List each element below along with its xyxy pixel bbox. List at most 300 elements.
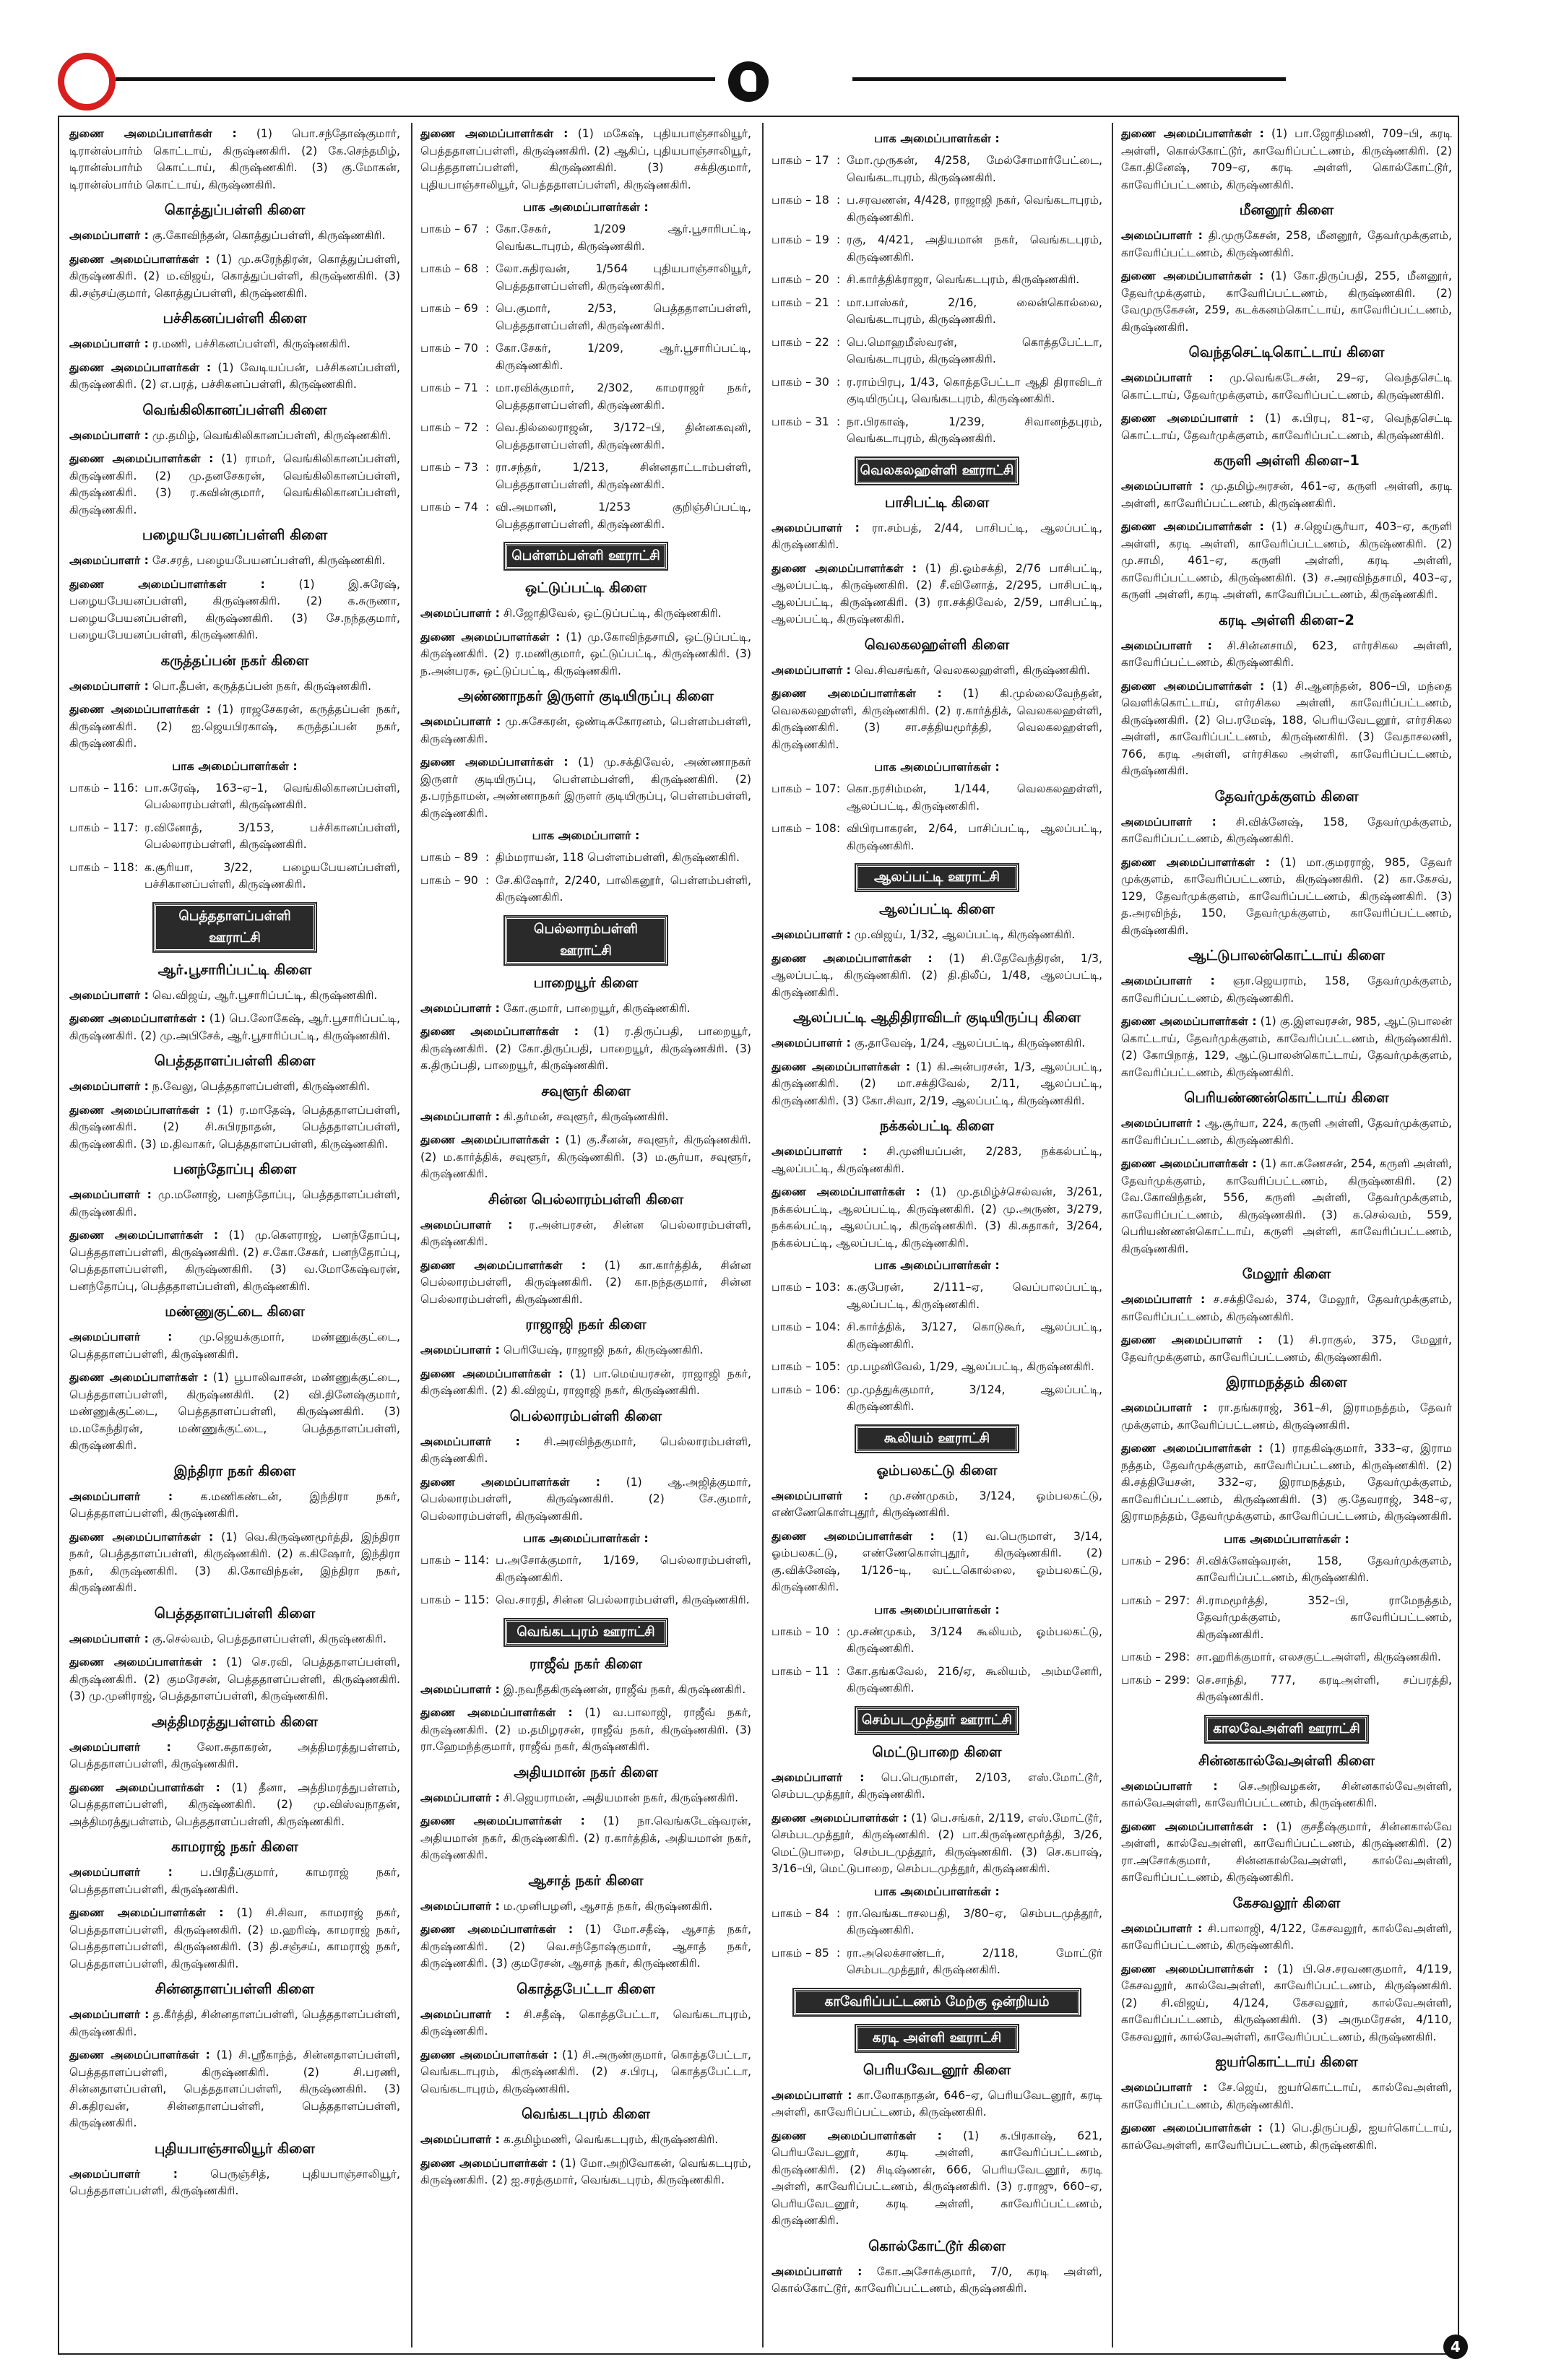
member-entry — [69, 1011, 400, 1044]
role-label: துணை அமைப்பாளர்கள் : — [69, 1012, 206, 1025]
booth-row — [69, 820, 400, 854]
booth-member: வி.அமானி, 1/253 குறிஞ்சிப்பட்டி, பெத்ததாளப்பள்ளி, கிருஷ்ணகிரி. — [496, 501, 751, 531]
branch-heading: ஒட்டுப்பட்டி கிளை — [524, 579, 647, 596]
colon-separator: : — [485, 342, 490, 355]
booth-member: கோ.சேகர், 1/209, ஆர்.பூசாரிப்பட்டி, கிருஷ்ணகிரி. — [496, 342, 751, 372]
booth-row — [772, 1905, 1102, 1939]
booth-number: பாகம் – 90 — [420, 873, 478, 887]
page-header — [43, 40, 1242, 119]
booth-member: ப.சரவணன், 4/428, ராஜாஜி நகர், வெங்கடாபுரம், கிருஷ்ணகிரி. — [847, 194, 1102, 224]
colon-separator: : — [485, 381, 490, 394]
role-label: அமைப்பாளர் : — [1121, 229, 1203, 242]
member-entry — [420, 1217, 751, 1251]
branch-heading: மீனனூர் கிளை — [1239, 202, 1334, 218]
colon-separator: : — [837, 1281, 841, 1294]
panchayat-banner: காலவேஅள்ளி ஊராட்சி — [1206, 1716, 1367, 1742]
member-entry — [772, 685, 1102, 753]
booth-number: பாகம் – 296 — [1121, 1554, 1186, 1567]
booth-member: பெ.மொஹமீஸ்வரன், கொத்தபேட்டா, வெங்கடாபுரம், கிருஷ்ணகிரி. — [847, 335, 1102, 365]
member-entry — [69, 576, 400, 644]
member-names: த.கீர்த்தி, சின்னதாளப்பள்ளி, பெத்ததாளப்பள்ளி, கிருஷ்ணகிரி. — [69, 2008, 400, 2038]
member-entry — [69, 1187, 400, 1221]
member-entry — [420, 1109, 751, 1126]
branch-heading: ஓம்பலகட்டு கிளை — [876, 1461, 998, 1479]
member-entry — [69, 1864, 400, 1898]
member-entry — [69, 1369, 400, 1455]
page-number: 4 — [1443, 2334, 1468, 2359]
member-names: ர.மணி, பச்சிகனப்பள்ளி, கிருஷ்ணகிரி. — [152, 337, 350, 350]
member-entry — [69, 251, 400, 303]
booth-number: பாகம் – 298 — [1121, 1650, 1186, 1663]
role-label: துணை அமைப்பாளர்கள் : — [420, 127, 569, 140]
branch-heading: ஆர்.பூசாரிப்பட்டி கிளை — [157, 961, 312, 978]
branch-heading: பெரியண்ணன்கொட்டாய் கிளை — [1184, 1089, 1389, 1106]
member-names: கு.செல்வம், பெத்ததாளப்பள்ளி, கிருஷ்ணகிரி. — [152, 1632, 387, 1645]
branch-heading: ஆலப்பட்டி கிளை — [879, 901, 995, 917]
role-label: துணை அமைப்பாளர்கள் : — [772, 951, 933, 965]
member-names: கு.கோவிந்தன், கொத்துப்பள்ளி, கிருஷ்ணகிரி. — [152, 229, 386, 242]
booth-number: பாகம் – 10 — [772, 1624, 829, 1638]
member-entry — [420, 1921, 751, 1973]
role-label: துணை அமைப்பாளர்கள் : — [1121, 855, 1270, 869]
role-label: துணை அமைப்பாளர்கள் : — [69, 703, 211, 716]
booth-row — [772, 152, 1102, 186]
member-entry — [420, 714, 751, 748]
branch-heading: கரடி அள்ளி கிளை–2 — [1219, 611, 1354, 628]
member-names: கு.தாவேஷ், 1/24, ஆலப்பட்டி, கிருஷ்ணகிரி. — [854, 1037, 1086, 1050]
member-names: ம.முனிபழனி, ஆசாத் நகர், கிருஷ்ணகிரி. — [503, 1899, 713, 1913]
role-label: துணை அமைப்பாளர் : — [1121, 1333, 1263, 1346]
booth-row — [772, 781, 1102, 815]
role-label: துணை அமைப்பாளர்கள் : — [420, 756, 569, 769]
role-label: அமைப்பாளர் : — [772, 2088, 852, 2102]
role-label: துணை அமைப்பாளர்கள் : — [420, 1923, 574, 1936]
colon-separator: : — [837, 194, 841, 207]
booth-row — [420, 340, 751, 374]
role-label: அமைப்பாளர் : — [1121, 2081, 1208, 2094]
booth-number: பாகம் – 17 — [772, 154, 829, 167]
role-label: அமைப்பாளர் : — [69, 2008, 150, 2021]
branch-heading: சின்னகால்வேஅள்ளி கிளை — [1198, 1752, 1375, 1769]
member-names: சி.முனியப்பன், 2/283, நக்கல்பட்டி, ஆலப்பட்டி, கிருஷ்ணகிரி. — [772, 1145, 1102, 1175]
member-entry — [1121, 1778, 1452, 1812]
booth-row — [420, 459, 751, 493]
role-label: துணை அமைப்பாளர்கள் : — [420, 2048, 558, 2061]
role-label: அமைப்பாளர் : — [420, 607, 500, 620]
panchayat-banner: ஆலப்பட்டி ஊராட்சி — [856, 865, 1018, 891]
member-names: சி.சதீஷ், கொத்தபேட்டா, வெங்கடாபுரம், கிருஷ்ணகிரி. — [420, 2007, 751, 2038]
member-entry — [1121, 678, 1452, 780]
branch-heading: ஆசாத் நகர் கிளை — [528, 1871, 644, 1889]
colon-separator: : — [485, 461, 490, 474]
member-names: (1) ர.மாதேஷ், பெத்ததாளப்பள்ளி, கிருஷ்ணகிரி. (2) சி.சுபிரநாதன், பெத்ததாளப்பள்ளி, கிருஷ்ணகிரி. (3) ம.திவாகர், பெத்ததாளப்பள்ளி, கிருஷ்ணகிரி. — [69, 1103, 400, 1151]
member-names: தி.முருகேசன், 258, மீனனூர், தேவர்முக்குளம், காவேரிப்பட்டணம், கிருஷ்ணகிரி. — [1121, 229, 1452, 259]
booth-row — [1121, 1593, 1452, 1644]
role-label: அமைப்பாளர் : — [420, 2007, 510, 2021]
booth-number: பாகம் – 299 — [1121, 1673, 1186, 1687]
member-entry — [772, 1059, 1102, 1110]
booth-member: சி.ராமமூர்த்தி, 352–பி, ராமேநத்தம், தேவர்முக்குளம், காவேரிப்பட்டணம், கிருஷ்ணகிரி. — [1196, 1593, 1452, 1641]
colon-separator: : — [1186, 1593, 1190, 1607]
role-label: அமைப்பாளர் : — [420, 1791, 500, 1804]
member-entry — [772, 2264, 1102, 2298]
booth-member: சே.கிஷோர், 2/240, பாலிகனூர், பெள்ளம்பள்ளி, கிருஷ்ணகிரி. — [496, 873, 751, 904]
member-names: க.மணிகண்டன், இந்திரா நகர், பெத்ததாளப்பள்ளி, கிருஷ்ணகிரி. — [69, 1489, 400, 1520]
role-label: துணை அமைப்பாளர்கள் : — [69, 452, 214, 465]
booth-number: பாகம் – 30 — [772, 375, 829, 389]
role-label: துணை அமைப்பாளர்கள் : — [1121, 2121, 1263, 2134]
member-entry — [69, 2007, 400, 2041]
booth-row — [772, 272, 1102, 289]
member-names: இ.நவநீதகிருஷ்ணன், ராஜீவ் நகர், கிருஷ்ணகிரி. — [503, 1682, 746, 1696]
booth-row — [420, 849, 751, 867]
colon-separator: : — [485, 851, 490, 864]
role-label: அமைப்பாளர் : — [772, 928, 851, 941]
member-names: மு.சுசேகரன், ஒண்டிசுகோரனம், பெள்ளம்பள்ளி, கிருஷ்ணகிரி. — [420, 715, 751, 745]
booth-heading: பாக அமைப்பாளர்கள் : — [874, 1258, 1000, 1272]
booth-row — [772, 295, 1102, 329]
booth-number: பாகம் – 21 — [772, 295, 829, 309]
panchayat-banner: பெள்ளம்பள்ளி ஊராட்சி — [505, 543, 667, 569]
booth-member: ரா.சந்தர், 1/213, சின்னதாட்டாம்பள்ளி, பெத்ததாளப்பள்ளி, கிருஷ்ணகிரி. — [496, 461, 751, 491]
colon-separator: : — [837, 782, 841, 795]
member-names: ப.பிரதீப்குமார், காமராஜ் நகர், பெத்ததாளப்பள்ளி, கிருஷ்ணகிரி. — [69, 1866, 400, 1896]
booth-member: பா.சுரேஷ், 163–ஏ–1, வெங்கிலிகானப்பள்ளி, பெல்லாரம்பள்ளி, கிருஷ்ணகிரி. — [144, 781, 400, 811]
member-entry — [420, 2155, 751, 2189]
branch-heading: அதியமான் நகர் கிளை — [514, 1763, 658, 1780]
member-names: சி.ஜோதிவேல், ஒட்டுப்பட்டி, கிருஷ்ணகிரி. — [503, 607, 722, 620]
role-label: துணை அமைப்பாளர்கள் : — [420, 1367, 563, 1380]
booth-member: ரா.அலெக்சாண்டர், 2/118, மோட்டூர் செம்படமுத்தூர், கிருஷ்ணகிரி. — [847, 1946, 1102, 1976]
booth-number: பாகம் – 297 — [1121, 1593, 1186, 1607]
booth-row — [420, 380, 751, 414]
booth-number: பாகம் – 103 — [772, 1281, 837, 1294]
member-names: செ.அறிவழகன், சின்னகால்வேஅள்ளி, கால்வேஅள்ளி, காவேரிப்பட்டணம், கிருஷ்ணகிரி. — [1121, 1779, 1452, 1809]
member-entry — [1121, 228, 1452, 261]
booth-row — [420, 420, 751, 454]
branch-heading: கேசவலூர் கிளை — [1232, 1894, 1341, 1911]
header-rule-left — [116, 77, 715, 81]
role-label: அமைப்பாளர் : — [420, 715, 501, 728]
member-names: (1) சி.சிவா, காமராஜ் நகர், பெத்ததாளப்பள்ளி, கிருஷ்ணகிரி. (2) ம.ஹரிஷ், காமராஜ் நகர், பெத்ததாளப்பள்ளி, கிருஷ்ணகிரி. (3) தி.சஞ்சய், காமராஜ் நகர், பெத்ததாளப்பள்ளி, கிருஷ்ணகிரி. — [69, 1906, 400, 1970]
colon-separator: : — [837, 335, 841, 349]
member-entry — [420, 1705, 751, 1756]
role-label: துணை அமைப்பாளர்கள் : — [420, 1258, 587, 1272]
booth-heading: பாக அமைப்பாளர்கள் : — [874, 760, 1000, 774]
member-entry — [420, 1790, 751, 1807]
booth-number: பாகம் – 84 — [772, 1906, 829, 1920]
member-entry — [69, 428, 400, 445]
member-entry — [772, 520, 1102, 554]
column-divider — [411, 123, 412, 2347]
colon-separator: : — [485, 873, 490, 887]
role-label: துணை அமைப்பாளர்கள் : — [69, 577, 265, 591]
member-entry — [69, 1329, 400, 1363]
role-label: துணை அமைப்பாளர்கள் : — [1121, 1442, 1263, 1455]
booth-member: ரா.வெங்கடாசலபதி, 3/80–ஏ, செம்படமுத்தூர், கிருஷ்ணகிரி. — [847, 1906, 1102, 1937]
role-label: அமைப்பாளர் : — [69, 554, 149, 567]
role-label: துணை அமைப்பாளர்கள் : — [772, 561, 917, 575]
member-names: (1) நா.வெங்கடேஷ்வரன், அதியமான் நகர், கிருஷ்ணகிரி. (2) ர.கார்த்திக், அதியமான் நகர், கிருஷ்ணகிரி. — [420, 1814, 751, 1861]
member-names: ரா.சம்பத், 2/44, பாசிபட்டி, ஆலப்பட்டி, கிருஷ்ணகிரி. — [772, 521, 1102, 551]
column-4 — [1121, 126, 1452, 2343]
colon-separator: : — [837, 1360, 841, 1373]
content-frame — [58, 116, 1459, 2355]
booth-row — [772, 821, 1102, 854]
branch-heading: சின்ன பெல்லாரம்பள்ளி கிளை — [488, 1190, 684, 1208]
booth-row — [420, 1552, 751, 1586]
booth-number: பாகம் – 22 — [772, 335, 829, 349]
role-label: துணை அமைப்பாளர்கள் : — [772, 2129, 942, 2142]
booth-heading: பாக அமைப்பாளர்கள் : — [523, 200, 649, 214]
booth-member: ர.வினோத், 3/153, பச்சிகானப்பள்ளி, பெல்லாரம்பள்ளி, கிருஷ்ணகிரி. — [144, 821, 400, 851]
member-entry — [1121, 126, 1452, 194]
party-logo-icon — [728, 61, 769, 102]
panchayat-banner: பெத்ததாளப்பள்ளி ஊராட்சி — [154, 904, 316, 951]
branch-heading: இந்திரா நகர் கிளை — [173, 1462, 296, 1479]
role-label: அமைப்பாளர் : — [772, 1145, 868, 1158]
booth-number: பாகம் – 11 — [772, 1664, 829, 1678]
branch-heading: பெத்ததாளப்பள்ளி கிளை — [154, 1604, 316, 1622]
member-names: (1) ராஜசேகரன், கருத்தப்பன் நகர், கிருஷ்ணகிரி. (2) ஐ.ஜெயபிரகாஷ், கருத்தப்பன் நகர், கிருஷ்ணகிரி. — [69, 703, 400, 750]
booth-member: மு.பழனிவேல், 1/29, ஆலப்பட்டி, கிருஷ்ணகிரி. — [847, 1360, 1094, 1373]
member-entry — [1121, 1115, 1452, 1149]
member-names: மு.தமிழ்அரசன், 461–ஏ, கருளி அள்ளி, கரடி அள்ளி, காவேரிப்பட்டணம், கிருஷ்ணகிரி. — [1121, 480, 1452, 510]
member-entry — [69, 701, 400, 753]
member-entry — [772, 662, 1102, 680]
member-entry — [772, 1143, 1102, 1177]
member-names: வெ.சிவசங்கர், வெலகலஹள்ளி, கிருஷ்ணகிரி. — [854, 663, 1091, 677]
member-names: (1) தி.ஓம்சக்தி, 2/76 பாசிபட்டி, ஆலப்பட்டி, கிருஷ்ணகிரி. (2) சீ.வினோத், 2/295, பாசிபட்டி, ஆலப்பட்டி, கிருஷ்ணகிரி. (3) ரா.சக்திவேல், 2/59, பாசிபட்டி, ஆலப்பட்டி, கிருஷ்ணகிரி. — [772, 561, 1102, 626]
member-names: (1) ராதகிஷ்குமார், 333–ஏ, இராம நத்தம், தேவர்முக்குளம், காவேரிப்பட்டணம், கிருஷ்ணகிரி. (2) கி.சத்தியேசன், 332–ஏ, இராமநத்தம், தேவர்முக்குளம், காவேரிப்பட்டணம், கிருஷ்ணகிரி. (3) கு.தேவராஜ், 348–ஏ, இராமநத்தம், தேவர்முக்குளம், காவேரிப்பட்டணம், கிருஷ்ணகிரி. — [1121, 1442, 1452, 1523]
member-names: பெருஞ்சித், புதியபாஞ்சாலியூர், பெத்ததாளப்பள்ளி, கிருஷ்ணகிரி. — [69, 2167, 400, 2197]
colon-separator: : — [134, 821, 139, 834]
branch-heading: மண்ணுகுட்டை கிளை — [165, 1303, 305, 1320]
role-label: அமைப்பாளர் : — [69, 1740, 171, 1754]
booth-row — [420, 1592, 751, 1609]
role-label: துணை அமைப்பாளர்கள் : — [772, 1185, 920, 1198]
colon-separator: : — [485, 222, 490, 235]
booth-row — [420, 873, 751, 906]
colon-separator: : — [837, 273, 841, 286]
booth-row — [772, 414, 1102, 448]
column-1 — [69, 126, 400, 2343]
member-entry — [420, 1434, 751, 1468]
member-names: மு.தமிழ், வெங்கிலிகானப்பள்ளி, கிருஷ்ணகிரி. — [152, 428, 392, 442]
branch-heading: கொல்கோட்டூர் கிளை — [868, 2237, 1006, 2254]
branch-heading: காமராஜ் நகர் கிளை — [171, 1838, 298, 1855]
member-names: (1) மு.தமிழ்ச்செல்வன், 3/261, நக்கல்பட்டி, ஆலப்பட்டி, கிருஷ்ணகிரி. (2) மு.அருண், 3/279, நக்கல்பட்டி, ஆலப்பட்டி, கிருஷ்ணகிரி. (3) கி.சுதாகர், 3/264, நக்கல்பட்டி, ஆலப்பட்டி, கிருஷ்ணகிரி. — [772, 1185, 1102, 1250]
booth-number: பாகம் – 117 — [69, 821, 134, 834]
member-names: சே.சரத், பழையபேயனப்பள்ளி, கிருஷ்ணகிரி. — [152, 554, 386, 567]
member-names: (1) பி.செ.சரவணகுமார், 4/119, கேசவலூர், கால்வேஅள்ளி, காவேரிப்பட்டணம், கிருஷ்ணகிரி. (2) சி.விஜய், 4/124, கேசவலூர், கால்வேஅள்ளி, காவேரிப்பட்டணம், கிருஷ்ணகிரி. (3) அருமரேசன், 4/110, கேசவலூர், கால்வேஅள்ளி, காவேரிப்பட்டணம், கிருஷ்ணகிரி. — [1121, 1962, 1452, 2043]
booth-row — [772, 232, 1102, 266]
booth-number: பாகம் – 73 — [420, 461, 478, 474]
role-label: துணை அமைப்பாளர்கள் : — [1121, 1819, 1268, 1833]
column-divider — [762, 123, 764, 2347]
booth-member: மா.ரவிக்குமார், 2/302, காமராஜர் நகர், பெத்ததாளப்பள்ளி, கிருஷ்ணகிரி. — [496, 381, 751, 412]
panchayat-banner: கரடி அள்ளி ஊராட்சி — [856, 2025, 1018, 2051]
branch-heading: ராஜீவ் நகர் கிளை — [530, 1655, 642, 1672]
colon-separator: : — [837, 415, 841, 428]
booth-number: பாகம் – 69 — [420, 302, 478, 315]
panchayat-banner: செம்படமுத்தூர் ஊராட்சி — [856, 1708, 1018, 1734]
booth-row — [772, 1319, 1102, 1353]
branch-heading: வெந்தசெட்டிகொட்டாய் கிளை — [1188, 344, 1385, 360]
member-names: (1) சி.அருண்குமார், கொத்தபேட்டா, வெங்கடாபுரம், கிருஷ்ணகிரி. (2) ச.பிரபு, கொத்தபேட்டா, வெங்கடாபுரம், கிருஷ்ணகிரி. — [420, 2048, 751, 2095]
member-entry — [1121, 268, 1452, 336]
member-entry — [1121, 814, 1452, 848]
panchayat-banner: வெலகலஹள்ளி ஊராட்சி — [856, 458, 1018, 484]
member-names: கோ.குமார், பாறையூர், கிருஷ்ணகிரி. — [503, 1001, 691, 1015]
role-label: துணை அமைப்பாளர்கள் : — [69, 127, 237, 140]
member-entry — [772, 2087, 1102, 2121]
member-entry — [420, 1898, 751, 1916]
branch-heading: பாறையூர் கிளை — [533, 974, 639, 991]
member-names: (1) மோ.அறிவோகன், வெங்கடபுரம், கிருஷ்ணகிரி. (2) ஐ.சரத்குமார், வெங்கடபுரம், கிருஷ்ணகிரி. — [420, 2156, 751, 2186]
role-label: துணை அமைப்பாளர்கள் : — [1121, 269, 1264, 282]
role-label: அமைப்பாளர் : — [69, 988, 149, 1002]
booth-number: பாகம் – 74 — [420, 501, 478, 514]
role-label: அமைப்பாளர் : — [69, 1866, 173, 1879]
role-label: அமைப்பாளர் : — [1121, 1921, 1203, 1935]
member-names: சி.ஜெயராமன், அதியமான் நகர், கிருஷ்ணகிரி. — [503, 1791, 739, 1804]
member-entry — [420, 754, 751, 822]
booth-member: ப.அசோக்குமார், 1/169, பெல்லாரம்பள்ளி, கிருஷ்ணகிரி. — [496, 1554, 751, 1584]
member-entry — [69, 1631, 400, 1648]
member-names: (1) ச.ஜெய்சூர்யா, 403–ஏ, கருளி அள்ளி, கரடி அள்ளி, காவேரிப்பட்டணம், கிருஷ்ணகிரி. (2) மு.சாமி, 461–ஏ, கருளி அள்ளி, கரடி அள்ளி, காவேரிப்பட்டணம், கிருஷ்ணகிரி. (3) ச.அரவிந்தசாமி, 403–ஏ, கருளி அள்ளி, கரடி அள்ளி, காவேரிப்பட்டணம், கிருஷ்ணகிரி. — [1121, 520, 1452, 601]
member-names: (1) சி.ராகுல், 375, மேலூர், தேவர்முக்குளம், காவேரிப்பட்டணம், கிருஷ்ணகிரி. — [1121, 1333, 1452, 1364]
booth-row — [420, 300, 751, 334]
branch-heading: வெங்கடபுரம் கிளை — [521, 2106, 650, 2122]
booth-member: சா.ஹரிக்குமார், எலசகுட்டஅள்ளி, கிருஷ்ணகிரி. — [1196, 1650, 1441, 1663]
member-entry — [420, 1258, 751, 1309]
booth-number: பாகம் – 118 — [69, 860, 134, 874]
branch-heading: ஆலப்பட்டி ஆதிதிராவிடர் குடியிருப்பு கிளை — [793, 1009, 1081, 1026]
member-names: (1) மு.சுரேந்திரன், கொத்துப்பள்ளி, கிருஷ்ணகிரி. (2) ம.விஜய், கொத்துப்பள்ளி, கிருஷ்ணகிரி. (3) கி.சஞ்சய்குமார், கொத்துப்பள்ளி, கிருஷ்ணகிரி. — [69, 252, 400, 300]
booth-row — [772, 334, 1102, 368]
colon-separator: : — [837, 375, 841, 389]
role-label: துணை அமைப்பாளர்கள் : — [420, 2156, 557, 2170]
member-entry — [1121, 1400, 1452, 1434]
role-label: துணை அமைப்பாளர்கள் : — [420, 1133, 560, 1146]
booth-row — [420, 261, 751, 295]
booth-row — [772, 1359, 1102, 1376]
role-label: துணை அமைப்பாளர்கள் : — [69, 2048, 210, 2061]
member-entry — [420, 2007, 751, 2041]
branch-heading: சவுளூர் கிளை — [541, 1082, 631, 1099]
member-entry — [69, 126, 400, 194]
member-names: (1) ர.திருப்பதி, பாறையூர், கிருஷ்ணகிரி. (2) கோ.திருப்பதி, பாறையூர், கிருஷ்ணகிரி. (3) க.திருப்பதி, பாறையூர், கிருஷ்ணகிரி. — [420, 1025, 751, 1072]
role-label: துணை அமைப்பாளர்கள் : — [69, 1103, 211, 1117]
branch-heading: பழையபேயனப்பள்ளி கிளை — [142, 527, 328, 543]
booth-row — [772, 1945, 1102, 1979]
colon-separator: : — [134, 781, 139, 795]
role-label: துணை அமைப்பாளர்கள் : — [1121, 1157, 1257, 1170]
panchayat-banner: பெல்லாரம்பள்ளி ஊராட்சி — [505, 917, 667, 964]
booth-row — [420, 221, 751, 255]
member-entry — [1121, 973, 1452, 1007]
role-label: அமைப்பாளர் : — [1121, 974, 1215, 987]
branch-heading: அண்ணாநகர் இருளர் குடியிருப்பு கிளை — [458, 688, 714, 704]
member-names: (1) வ.பாலாஜி, ராஜீவ் நகர், கிருஷ்ணகிரி. (2) ம.தமிழரசன், ராஜீவ் நகர், கிருஷ்ணகிரி. (3) ரா.ஹேமந்த்குமார், ராஜீவ் நகர், கிருஷ்ணகிரி. — [420, 1706, 751, 1753]
branch-heading: அத்திமரத்துபள்ளம் கிளை — [152, 1713, 318, 1730]
member-names: (1) வேடியப்பன், பச்சிகனப்பள்ளி, கிருஷ்ணகிரி. (2) எ.பரத், பச்சிகனப்பள்ளி, கிருஷ்ணகிரி. — [69, 360, 400, 391]
role-label: துணை அமைப்பாளர்கள் : — [1121, 1015, 1257, 1028]
booth-member: மு.முத்துக்குமார், 3/124, ஆலப்பட்டி, கிருஷ்ணகிரி. — [847, 1382, 1102, 1413]
role-label: அமைப்பாளர் : — [772, 1037, 851, 1050]
colon-separator: : — [837, 1664, 841, 1678]
role-label: துணை அமைப்பாளர்கள் : — [69, 252, 210, 266]
colon-separator: : — [837, 1382, 841, 1396]
header-rule-right — [852, 77, 1286, 81]
member-names: (1) கு.இளவரசன், 985, ஆட்டுபாலன் கொட்டாய், தேவர்முக்குளம், காவேரிப்பட்டணம், கிருஷ்ணகிரி. (2) கோபிநாத், 129, ஆட்டுபாலன்கொட்டாய், தேவர்முக்குளம், காவேரிப்பட்டணம், கிருஷ்ணகிரி. — [1121, 1015, 1452, 1079]
member-entry — [1121, 2120, 1452, 2154]
member-names: மு.வெங்கடேசன், 29–ஏ, வெந்தசெட்டி கொட்டாய், தேவர்முக்குளம், காவேரிப்பட்டணம், கிருஷ்ணகிரி. — [1121, 371, 1452, 402]
role-label: அமைப்பாளர் : — [420, 2133, 500, 2146]
member-entry — [772, 1488, 1102, 1522]
member-entry — [69, 1227, 400, 1295]
role-label: துணை அமைப்பாளர்கள் : — [420, 1475, 600, 1489]
member-entry — [69, 2047, 400, 2132]
colon-separator: : — [485, 421, 490, 434]
member-entry — [420, 1682, 751, 1699]
role-label: அமைப்பாளர் : — [69, 1188, 152, 1201]
role-label: அமைப்பாளர் : — [420, 1109, 500, 1123]
member-names: (1) சி.ஸ்ரீகாந்த், சின்னதாளப்பள்ளி, பெத்ததாளப்பள்ளி, கிருஷ்ணகிரி. (2) சி.பரணி, சின்னதாளப்பள்ளி, பெத்ததாளப்பள்ளி, கிருஷ்ணகிரி. (3) சி.கதிரவன், சின்னதாளப்பள்ளி, பெத்ததாளப்பள்ளி, கிருஷ்ணகிரி. — [69, 2048, 400, 2129]
colon-separator: : — [837, 1320, 841, 1333]
colon-separator: : — [485, 262, 490, 275]
role-label: அமைப்பாளர் : — [420, 1343, 500, 1356]
member-entry — [1121, 638, 1452, 672]
member-names: மு.ஜெயக்குமார், மண்ணுக்குட்டை, பெத்ததாளப்பள்ளி, கிருஷ்ணகிரி. — [69, 1330, 400, 1361]
booth-row — [772, 1663, 1102, 1697]
member-entry — [420, 629, 751, 680]
role-label: துணை அமைப்பாளர்கள் : — [420, 1025, 579, 1038]
branch-heading: ஆட்டுபாலன்கொட்டாய் கிளை — [1188, 947, 1385, 964]
role-label: துணை அமைப்பாளர்கள் : — [69, 1656, 217, 1669]
branch-heading: இராமநத்தம் கிளை — [1226, 1374, 1347, 1390]
branch-heading: வெலகலஹள்ளி கிளை — [864, 636, 1010, 653]
member-names: (1) கி.முல்லைவேந்தன், வெலகலஹள்ளி, கிருஷ்ணகிரி. (2) ர.கார்த்திக், வெலகலஹள்ளி, கிருஷ்ணகிரி. (3) சா.சத்தியமூர்த்தி, வெலகலஹள்ளி, கிருஷ்ணகிரி. — [772, 687, 1102, 751]
booth-number: பாகம் – 107 — [772, 782, 837, 795]
member-entry — [69, 2166, 400, 2200]
member-names: (1) செ.ரவி, பெத்ததாளப்பள்ளி, கிருஷ்ணகிரி. (2) குமரேசன், பெத்ததாளப்பள்ளி, கிருஷ்ணகிரி. (3) மு.முனிராஜ், பெத்ததாளப்பள்ளி, கிருஷ்ணகிரி. — [69, 1656, 400, 1702]
branch-heading: கருளி அள்ளி கிளை–1 — [1214, 452, 1360, 469]
role-label: அமைப்பாளர் : — [69, 2167, 178, 2181]
colon-separator: : — [837, 1624, 841, 1638]
role-label: அமைப்பாளர் : — [420, 1899, 500, 1913]
colon-separator: : — [837, 1906, 841, 1920]
role-label: துணை அமைப்பாளர்கள் : — [420, 1706, 573, 1719]
booth-number: பாகம் – 104 — [772, 1320, 837, 1333]
member-names: (1) ராமர், வெங்கிலிகானப்பள்ளி, கிருஷ்ணகிரி. (2) மு.தனசேகரன், வெங்கிலிகானப்பள்ளி, கிருஷ்ணகிரி. (3) ர.கவின்குமார், வெங்கிலிகானப்பள்ளி, கிருஷ்ணகிரி. — [69, 452, 400, 516]
booth-number: பாகம் – 68 — [420, 262, 478, 275]
role-label: துணை அமைப்பாளர்கள் : — [69, 1780, 220, 1794]
role-label: அமைப்பாளர் : — [1121, 371, 1214, 384]
colon-separator: : — [485, 302, 490, 315]
booth-member: நா.பிரகாஷ், 1/239, சிவானந்தபுரம், வெங்கடாபுரம், கிருஷ்ணகிரி. — [847, 415, 1102, 445]
role-label: அமைப்பாளர் : — [1121, 1779, 1218, 1793]
booth-member: ர.ராம்பிரபு, 1/43, கொத்தபேட்டா ஆதி திராவிடர் குடியிருப்பு, வெங்கடபுரம், கிருஷ்ணகிரி. — [847, 375, 1102, 405]
booth-number: பாகம் – 89 — [420, 851, 478, 864]
member-entry — [1121, 2080, 1452, 2113]
role-label: அமைப்பாளர் : — [1121, 480, 1204, 493]
colon-separator: : — [485, 501, 490, 514]
role-label: அமைப்பாளர் : — [772, 521, 860, 535]
role-label: துணை அமைப்பாளர்கள் : — [69, 1371, 208, 1384]
column-divider — [1112, 123, 1113, 2347]
